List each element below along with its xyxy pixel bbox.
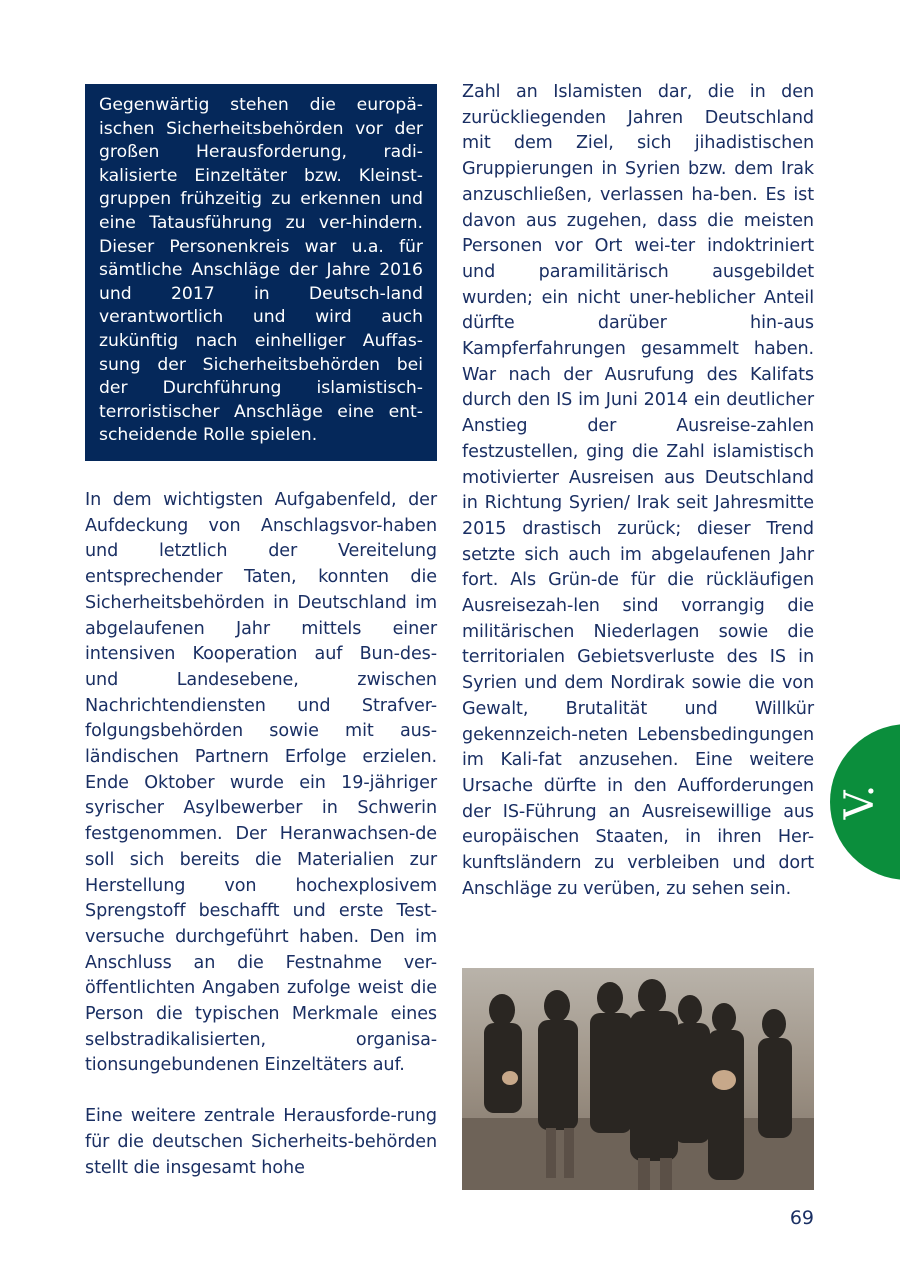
left-column [85,488,437,1181]
body-paragraph: Zahl an Islamisten dar, die in den zurückliegenden Jahren Deutschland mit dem Ziel, sich jihadistischen Gruppierungen in Syrien bzw. dem Irak anzuschließen, verlassen ha-ben. Es ist davon aus zugehen, dass die meisten Personen vor Ort wei-ter indoktriniert und paramilitärisch ausgebildet wurden; ein nicht uner-heblicher Anteil dürfte darüber hin-aus Kampferfahrungen gesammelt haben. War nach der Ausrufung des Kalifats durch den IS im Juni 2014 ein deutlicher Anstieg der Ausreise-zahlen festzustellen, ging die Zahl islamistisch motivierter Ausreisen aus Deutschland in Richtung Syrien/ Irak seit Jahresmitte 2015 drastisch zurück; dieser Trend setzte sich auch im abgelaufenen Jahr fort. Als Grün-de für die rückläufigen Ausreisezah-len sind vorrangig die militärischen Niederlagen sowie die territorialen Gebietsverluste des IS in Syrien und dem Nordirak sowie die von Gewalt, Brutalität und Willkür gekennzeich-neten Lebensbedingungen im Kali-fat anzusehen. Eine weitere Ursache dürfte in den Aufforderungen der IS-Führung an Ausreisewillige aus europäischen Staaten, in ihren Her-kunftsländern zu verbleiben und dort Anschläge zu verüben, zu sehen sein. [462,82,814,899]
body-paragraph: Eine weitere zentrale Herausforde-rung für die deutschen Sicherheits-behörden stellt die insgesamt hohe [85,1106,437,1178]
page-number: 69 [789,1207,814,1229]
highlight-box [85,84,437,461]
photo [462,968,814,1190]
body-paragraph: In dem wichtigsten Aufgabenfeld, der Aufdeckung von Anschlagsvor-haben und letztlich der Vereitelung entsprechender Taten, konnten die Sicherheitsbehörden in Deutschland im abgelaufenen Jahr mittels einer intensiven Kooperation auf Bun-des- und Landesebene, zwischen Nachrichtendiensten und Strafver-folgungsbehörden sowie mit aus-ländischen Partnern Erfolge erzielen. Ende Oktober wurde ein 19-jähriger syrischer Asylbewerber in Schwerin festgenommen. Der Heranwachsen-de soll sich bereits die Materialien zur Herstellung von hochexplosivem Sprengstoff beschafft und erste Test-versuche durchgeführt haben. Den im Anschluss an die Festnahme ver-öffentlichten Angaben zufolge weist die Person die typischen Merkmale eines selbstradikalisierten, organisa-tionsungebundenen Einzeltäters auf. [85,490,437,1076]
highlight-text: Gegenwärtig stehen die europä-ischen Sicherheitsbehörden vor der großen Herausforderung, radi-kalisierte Einzeltäter bzw. Kleinst-gruppen frühzeitig zu erkennen und eine Tatausführung zu ver-hindern. Dieser Personenkreis war u.a. für sämtliche Anschläge der Jahre 2016 und 2017 in Deutsch-land verantwortlich und wird auch zukünftig nach einhelliger Auffas-sung der Sicherheitsbehörden bei der Durchführung islamistisch-terroristischer Anschläge eine ent-scheidende Rolle spielen. [99,95,423,446]
photo-image [462,968,814,1190]
right-column [462,80,814,903]
chapter-label: V. [837,784,883,820]
